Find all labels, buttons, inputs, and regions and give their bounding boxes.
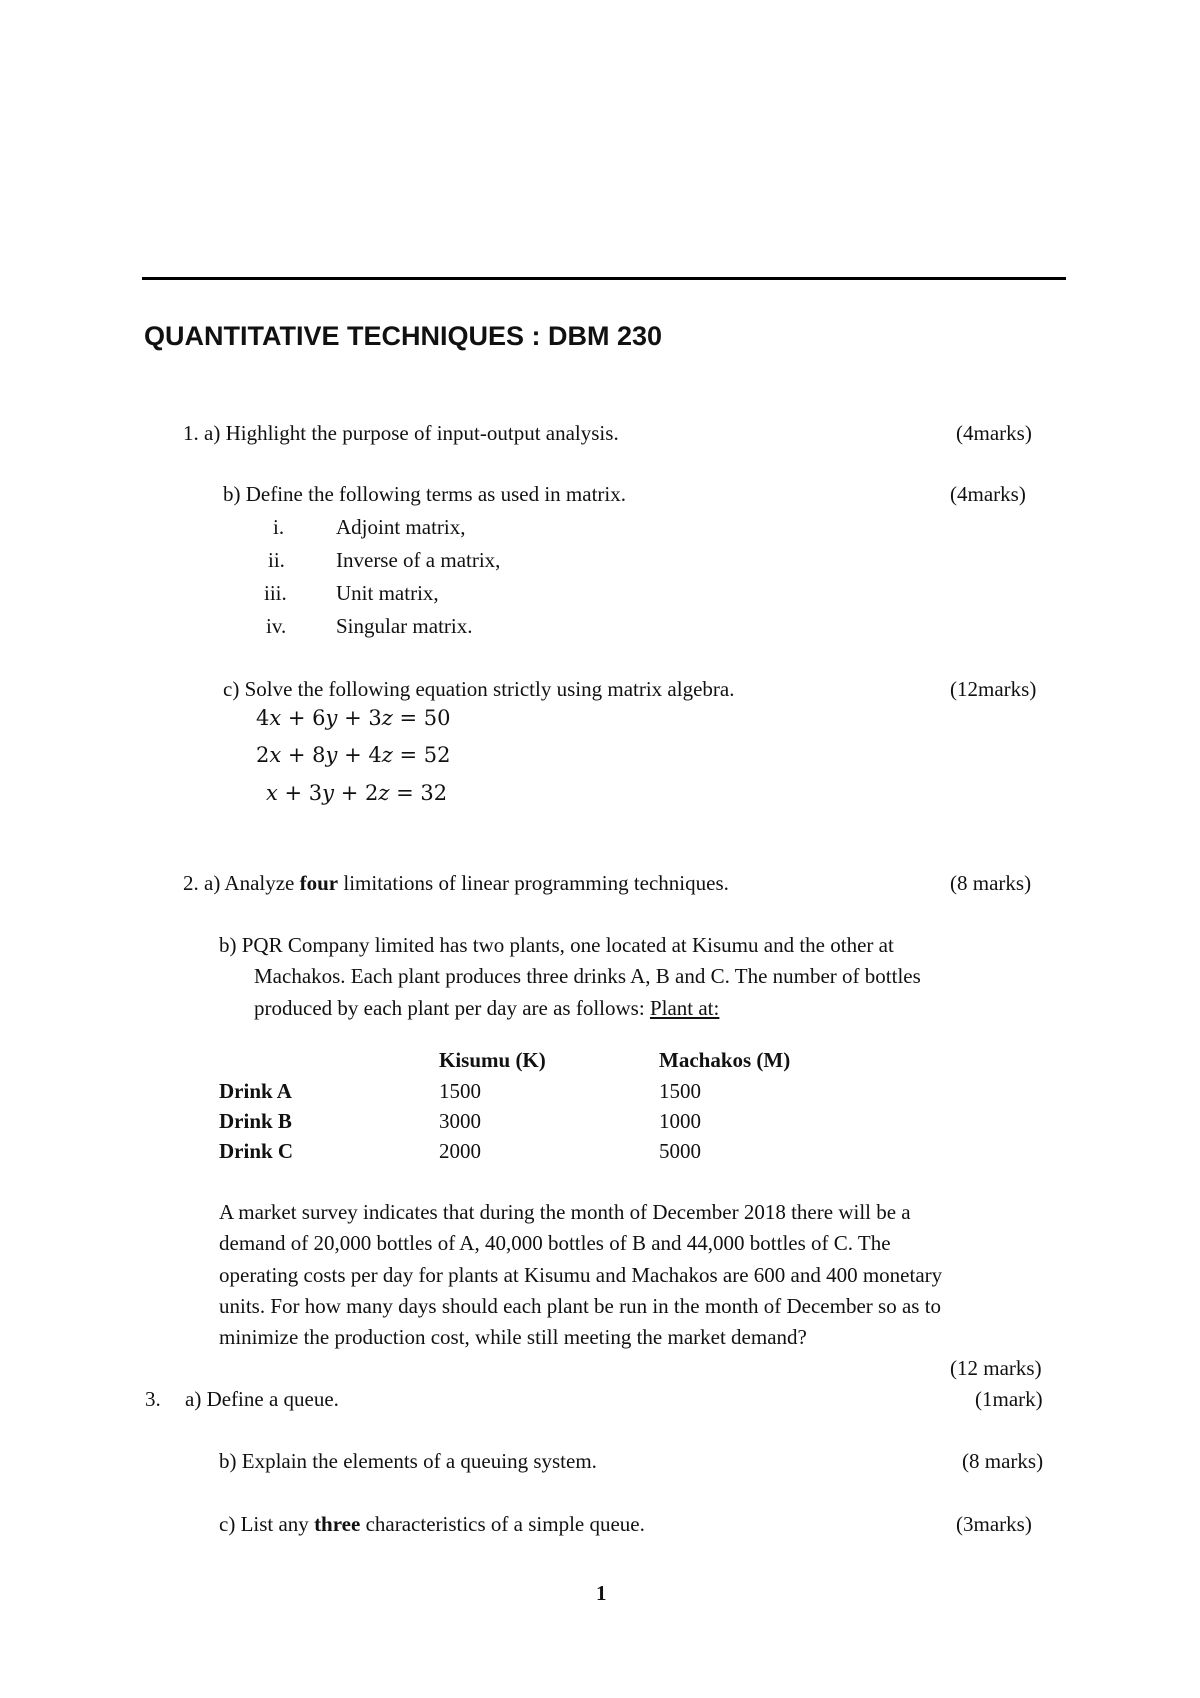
table-row-label: Drink A [219, 1079, 292, 1103]
q2b-paragraph-line: demand of 20,000 bottles of A, 40,000 bottles of B and 44,000 bottles of C. The [219, 1231, 891, 1255]
table-header-machakos: Machakos (M) [659, 1048, 791, 1072]
q1c-marks: (12marks) [950, 677, 1037, 701]
q2a-text: 2. a) Analyze four limitations of linear programming techniques. [183, 871, 729, 895]
q2b-paragraph-line: minimize the production cost, while still meeting the market demand? [219, 1325, 807, 1349]
q3b-marks: (8 marks) [962, 1449, 1044, 1473]
q3b-text: b) Explain the elements of a queuing system. [219, 1449, 597, 1473]
q3a-marks: (1mark) [975, 1387, 1043, 1411]
table-header-kisumu: Kisumu (K) [439, 1048, 546, 1072]
q3c-text: c) List any three characteristics of a simple queue. [219, 1512, 645, 1536]
table-cell: 3000 [439, 1109, 481, 1133]
term-num: iv. [266, 614, 287, 638]
equation-3: x + 3y + 2z = 32 [266, 781, 448, 805]
table-cell: 2000 [439, 1139, 481, 1163]
table-cell: 5000 [659, 1139, 701, 1163]
q2a-marks: (8 marks) [950, 871, 1032, 895]
q2b-paragraph-line: units. For how many days should each plant be run in the month of December so as to [219, 1294, 942, 1318]
q2b-paragraph-line: A market survey indicates that during the month of December 2018 there will be a [219, 1200, 911, 1224]
q2b-marks: (12 marks) [950, 1356, 1042, 1380]
term-num: ii. [268, 548, 285, 572]
q3-number: 3. [145, 1387, 161, 1411]
q2a-emphasis: four [299, 871, 339, 895]
term-label: Adjoint matrix, [336, 515, 466, 539]
q1b-marks: (4marks) [950, 482, 1026, 506]
term-label: Inverse of a matrix, [336, 548, 501, 572]
table-row-label: Drink C [219, 1139, 294, 1163]
q3c-emphasis: three [314, 1512, 361, 1536]
page-title: QUANTITATIVE TECHNIQUES : DBM 230 [144, 321, 663, 351]
table-cell: 1500 [659, 1079, 701, 1103]
equation-2: 2x + 8y + 4z = 52 [256, 743, 451, 767]
term-label: Unit matrix, [336, 581, 439, 605]
table-cell: 1500 [439, 1079, 481, 1103]
q2b-paragraph-line: operating costs per day for plants at Kisumu and Machakos are 600 and 400 monetary [219, 1263, 943, 1287]
q3a-text: a) Define a queue. [185, 1387, 339, 1411]
q3c-marks: (3marks) [956, 1512, 1032, 1536]
q2b-line: produced by each plant per day are as follows: Plant at: [254, 996, 720, 1020]
q2b-line: Machakos. Each plant produces three drinks A, B and C. The number of bottles [254, 964, 921, 988]
q1a-text: 1. a) Highlight the purpose of input-output analysis. [183, 421, 619, 445]
table-row-label: Drink B [219, 1109, 292, 1133]
equation-1: 4x + 6y + 3z = 50 [256, 706, 451, 730]
term-num: i. [273, 515, 285, 539]
q1b-text: b) Define the following terms as used in matrix. [223, 482, 626, 506]
header-rule [142, 277, 1066, 280]
page-number: 1 [596, 1581, 607, 1605]
table-cell: 1000 [659, 1109, 701, 1133]
term-label: Singular matrix. [336, 614, 473, 638]
plant-at-label: Plant at: [649, 996, 720, 1020]
term-num: iii. [264, 581, 287, 605]
q1a-marks: (4marks) [956, 421, 1032, 445]
q2b-line: b) PQR Company limited has two plants, one located at Kisumu and the other at [219, 933, 894, 957]
q1c-text: c) Solve the following equation strictly using matrix algebra. [223, 677, 735, 701]
